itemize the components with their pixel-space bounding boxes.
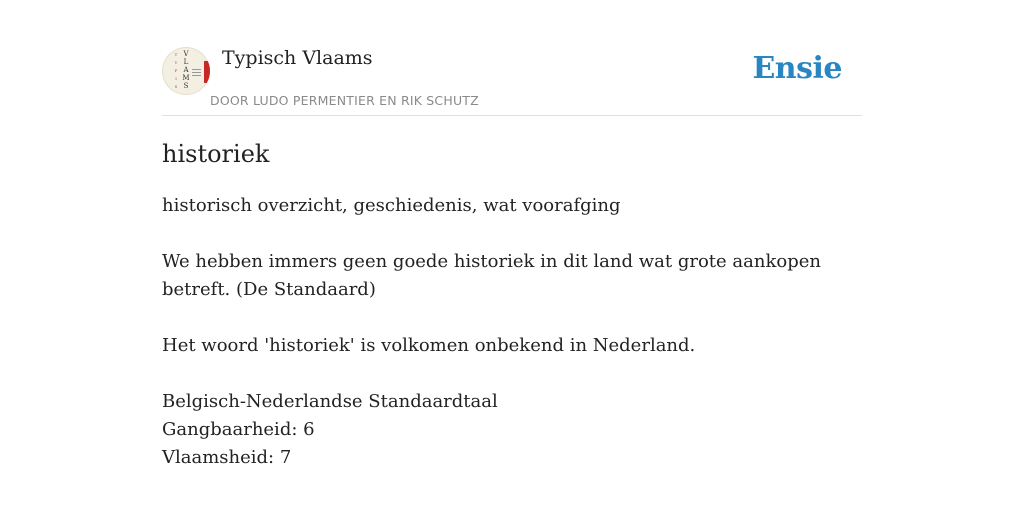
entry-vlaamsheid: Vlaamsheid: 7 (162, 447, 292, 468)
entry-definition: historisch overzicht, geschiedenis, wat voorafging (162, 195, 621, 216)
blog-avatar[interactable] (162, 47, 210, 95)
avatar-logo-letters: V L A M S (182, 50, 190, 90)
entry-card (162, 0, 862, 512)
blog-title-link[interactable]: Typisch Vlaams (222, 47, 373, 69)
entry-gangbaarheid: Gangbaarheid: 6 (162, 419, 315, 440)
avatar-side-letters: T Y P I S (174, 52, 178, 89)
entry-category: Belgisch-Nederlandse Standaardtaal (162, 391, 498, 412)
entry-body (162, 192, 862, 472)
entry-word: historiek (162, 140, 270, 168)
avatar-text-lines (192, 69, 201, 78)
entry-header (162, 0, 862, 116)
avatar-accent-stripe (204, 61, 210, 83)
entry-example: We hebben immers geen goede historiek in dit land wat grote aankopen betreft. (De Standaard) (162, 251, 821, 300)
ensie-logo-link[interactable]: Ensie (752, 51, 842, 86)
entry-note: Het woord 'historiek' is volkomen onbekend in Nederland. (162, 335, 696, 356)
byline: DOOR LUDO PERMENTIER EN RIK SCHUTZ (210, 93, 479, 108)
entry-meta (162, 388, 862, 472)
